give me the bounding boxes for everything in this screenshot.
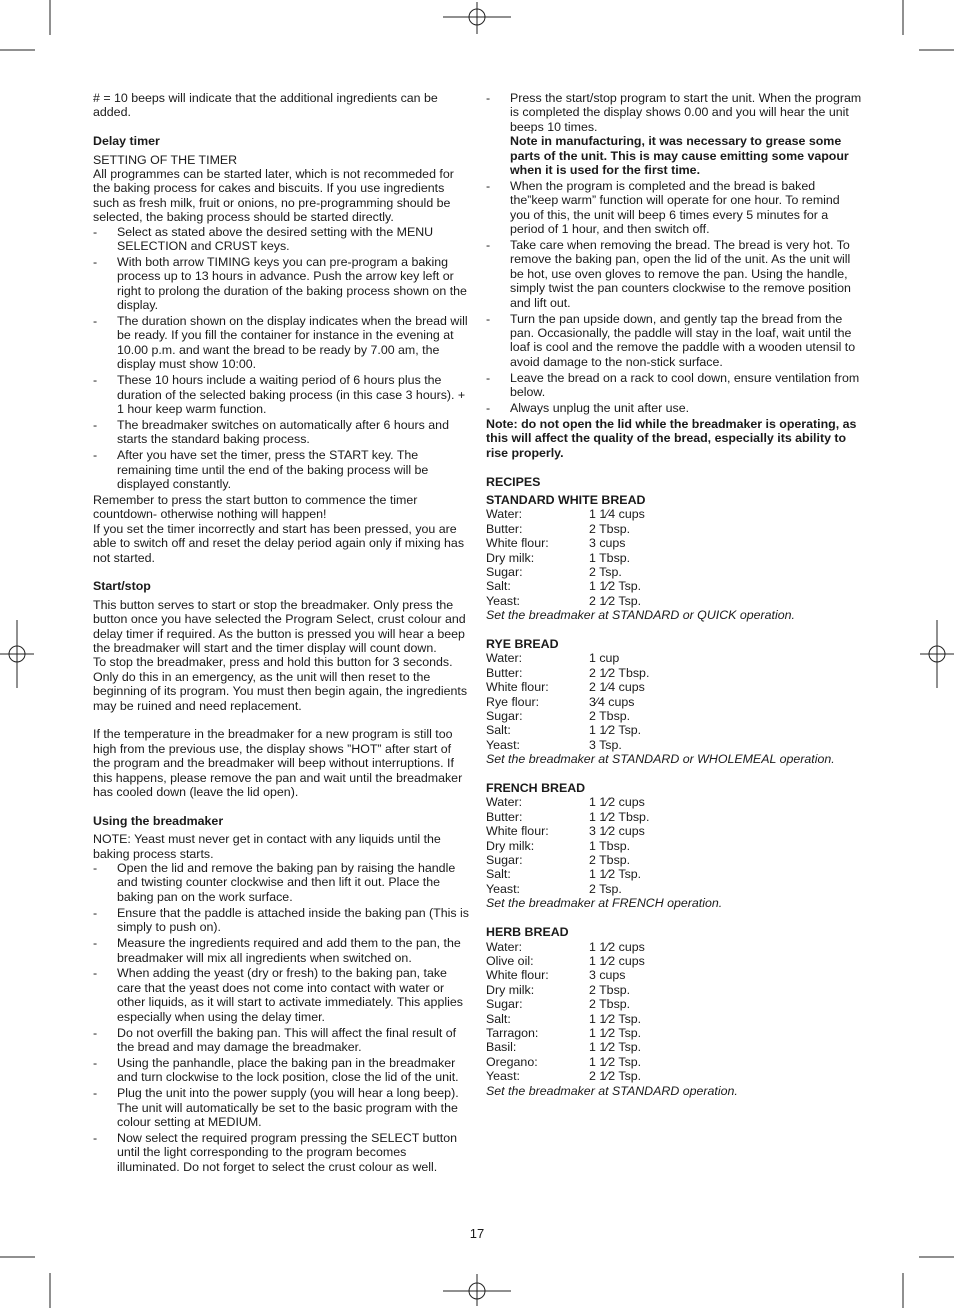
ingredient-row: Yeast: 2 Tsp. [486,881,622,896]
ingredient-row: Olive oil: 1 1⁄2 cups [486,953,645,968]
recipe-title: HERB BREAD [486,925,569,940]
list-item: - Open the lid and remove the baking pan by raising the handle and twisting counter clockwise and then lift it out. Place the baking pan on the work surface. [93,861,456,904]
recipe [486,781,863,911]
recipe-setting: Set the breadmaker at STANDARD or WHOLEMEAL operation. [486,752,835,767]
ingredient-row: Dry milk: 2 Tbsp. [486,982,631,997]
start-stop-heading: Start/stop [93,579,151,594]
ingredient-row: Basil: 1 1⁄2 Tsp. [486,1040,642,1055]
recipes-list [486,493,863,1098]
yeast-note: NOTE: Yeast must never get in contact with any liquids until the baking process starts. [93,832,441,861]
delay-timer-heading: Delay timer [93,134,160,149]
ingredient-row: Butter: 1 1⁄2 Tbsp. [486,809,650,824]
ingredient-row: Salt: 1 1⁄2 Tsp. [486,1011,642,1026]
recipe-setting: Set the breadmaker at STANDARD or QUICK operation. [486,608,795,623]
list-item: - Press the start/stop program to start the unit. When the program is completed the display shows 0.00 and you will hear the unit beeps 10 times. Note in manufacturing, it was necessary to grease some parts of the unit. This is may cause emitting some vapour when it is used for the first time. [486,91,862,178]
recipe-setting: Set the breadmaker at STANDARD operation. [486,1083,738,1098]
ingredient-row: Rye flour: 3⁄4 cups [486,694,635,709]
ingredient-row: Sugar: 2 Tbsp. [486,997,631,1012]
start-stop-paragraph-2: To stop the breadmaker, press and hold this button for 3 seconds. Only do this in an emergency, as the unit will then reset to the beginning of its program. You must then begin again, the ingredients may be ruined and need replacement. [93,655,468,713]
page-number: 17 [469,1226,485,1241]
ingredient-row: White flour: 3 cups [486,968,626,983]
timer-reset-note: If you set the timer incorrectly and start has been pressed, you are able to switch off and reset the delay period again only if mixing has not started. [93,521,465,565]
recipe [486,925,863,1098]
list-item: - Plug the unit into the power supply (you will hear a long beep). The unit will automatically be set to the basic program with the colour setting at MEDIUM. [93,1086,459,1129]
list-item: - These 10 hours include a waiting period of 6 hours plus the duration of the selected baking process (in this case 3 hours). + 1 hour keep warm function. [93,373,466,417]
delay-timer-list [93,225,470,492]
ingredient-row: Yeast: 2 1⁄2 Tsp. [486,1069,642,1084]
using-heading: Using the breadmaker [93,813,224,828]
ingredient-row: Tarragon: 1 1⁄2 Tsp. [486,1025,642,1040]
list-item: - With both arrow TIMING keys you can pre-program a baking process up to 13 hours in advance. Push the arrow key left or right to prolong the duration of the baking process shown on the display. [93,254,467,313]
grease-note: Note in manufacturing, it was necessary to grease some parts of the unit. This is may cause emitting some vapour when it is used for the first time. [510,134,849,178]
list-item: - Leave the bread on a rack to cool down, ensure ventilation from below. [486,370,860,400]
list-item: - Measure the ingredients required and add them to the pan, the breadmaker will mix all ingredients when switched on. [93,936,461,965]
ingredient-row: Sugar: 2 Tsp. [486,564,622,579]
list-item: - Turn the pan upside down, and gently tap the bread from the pan. Occasionally, the paddle will stay in the loaf, wait until the loaf is cool and the remove the paddle with a wooden utensil to avoid damage to the non-stick surface. [486,311,856,369]
ingredient-row: Dry milk: 1 Tbsp. [486,838,631,853]
using-list [93,861,470,1174]
intro-text: # = 10 beeps will indicate that the additional ingredients can be added. [93,91,438,120]
list-item: - When the program is completed and the bread is baked the”keep warm” function will operate for one hour. To remind you of this, the unit will beep 6 times every 5 minutes for a period of 1 hour, and then switch off. [486,178,840,237]
ingredient-row: Sugar: 2 Tbsp. [486,709,631,724]
list-item: - Always unplug the unit after use. [486,401,690,416]
list-item: - After you have set the timer, press the START key. The remaining time until the end of the baking process will be displayed constantly. [93,448,429,492]
list-item: - Take care when removing the bread. The bread is very hot. To remove the baking pan, open the lid of the unit. As the unit will be hot, use oven gloves to remove the pan. Using the handle, simply twist the pan counters clockwise to the remove position and lift out. [486,238,851,310]
recipe [486,493,863,623]
hot-warning-paragraph: If the temperature in the breadmaker for a new program is still too high from the previous use, the display shows ”HOT” after start of the program and the breadmaker will beep without interruptions. If this happens, please remove the pan and wait until the breadmaker has cooled down (leave the lid open). [93,727,463,800]
ingredient-row: Butter: 2 Tbsp. [486,521,631,536]
recipe-title: FRENCH BREAD [486,781,586,796]
recipe-title: RYE BREAD [486,637,559,651]
ingredient-row: Yeast: 2 1⁄2 Tsp. [486,593,642,608]
ingredient-row: White flour: 2 1⁄4 cups [486,680,645,695]
recipes-heading: RECIPES [486,474,541,489]
ingredient-row: Salt: 1 1⁄2 Tsp. [486,579,642,594]
ingredient-row: Butter: 2 1⁄2 Tbsp. [486,665,650,680]
list-item: - Now select the required program pressing the SELECT button until the light corresponding to the program becomes illuminated. Do not forget to select the crust colour as well. [93,1130,458,1174]
right-column [486,91,863,1098]
ingredient-row: Water: 1 1⁄2 cups [486,795,645,810]
recipe [486,637,863,767]
ingredient-row: Yeast: 3 Tsp. [486,737,622,752]
ingredient-row: Sugar: 2 Tbsp. [486,853,631,868]
ingredient-row: Water: 1 1⁄4 cups [486,507,645,522]
list-item: - Do not overfill the baking pan. This will affect the final result of the bread and may damage the breadmaker. [93,1025,457,1054]
ingredient-row: White flour: 3 cups [486,536,626,551]
list-item: - The breadmaker switches on automatically after 6 hours and starts the standard baking process. [93,417,449,447]
start-stop-paragraph-1: This button serves to start or stop the breadmaker. Only press the button once you have selected the Program Select, crust colour and delay timer if required. As the button is pressed you will hear a beep the breadmaker will start and the timer display will count down. [93,597,466,655]
ingredient-row: Oregano: 1 1⁄2 Tsp. [486,1054,642,1069]
ingredient-row: White flour: 3 1⁄2 cups [486,824,645,839]
ingredient-row: Dry milk: 1 Tbsp. [486,550,631,565]
timer-reminder: Remember to press the start button to commence the timer countdown- otherwise nothing will happen! [93,492,418,522]
ingredient-row: Water: 1 1⁄2 cups [486,939,645,954]
list-item: - Select as stated above the desired setting with the MENU SELECTION and CRUST keys. [93,224,434,254]
timer-subheading: SETTING OF THE TIMER [93,152,238,167]
lid-warning: Note: do not open the lid while the breadmaker is operating, as this will affect the quality of the bread, especially its ability to rise properly. [486,416,857,460]
delay-timer-paragraph: All programmes can be started later, which is not recommeded for the baking process for cakes and biscuits. If you use ingredients such as fresh milk, fruit or onions, no pre-programming should be selected, the baking process should be started directly. [93,167,454,225]
left-column [93,91,470,1176]
list-item: - The duration shown on the display indicates when the bread will be ready. If you fill the container for instance in the evening at 10.00 p.m. and want the bread to be ready by 7.00 am, the display must show 10:00. [93,314,468,372]
ingredient-row: Salt: 1 1⁄2 Tsp. [486,867,642,882]
recipe-setting: Set the breadmaker at FRENCH operation. [486,896,723,911]
list-item: - Using the panhandle, place the baking pan in the breadmaker and turn clockwise to the lock position, close the lid of the unit. [93,1055,459,1085]
ingredient-row: Water: 1 cup [486,651,620,666]
list-item: - Ensure that the paddle is attached inside the baking pan (This is simply to push on). [93,905,469,935]
operation-list [486,91,863,415]
recipe-title: STANDARD WHITE BREAD [486,492,646,507]
list-item: - When adding the yeast (dry or fresh) to the baking pan, take care that the yeast does not come into contact with water or other liquids, as it will start to activate immediately. This applies especially when using the delay timer. [93,966,463,1024]
ingredient-row: Salt: 1 1⁄2 Tsp. [486,723,642,738]
